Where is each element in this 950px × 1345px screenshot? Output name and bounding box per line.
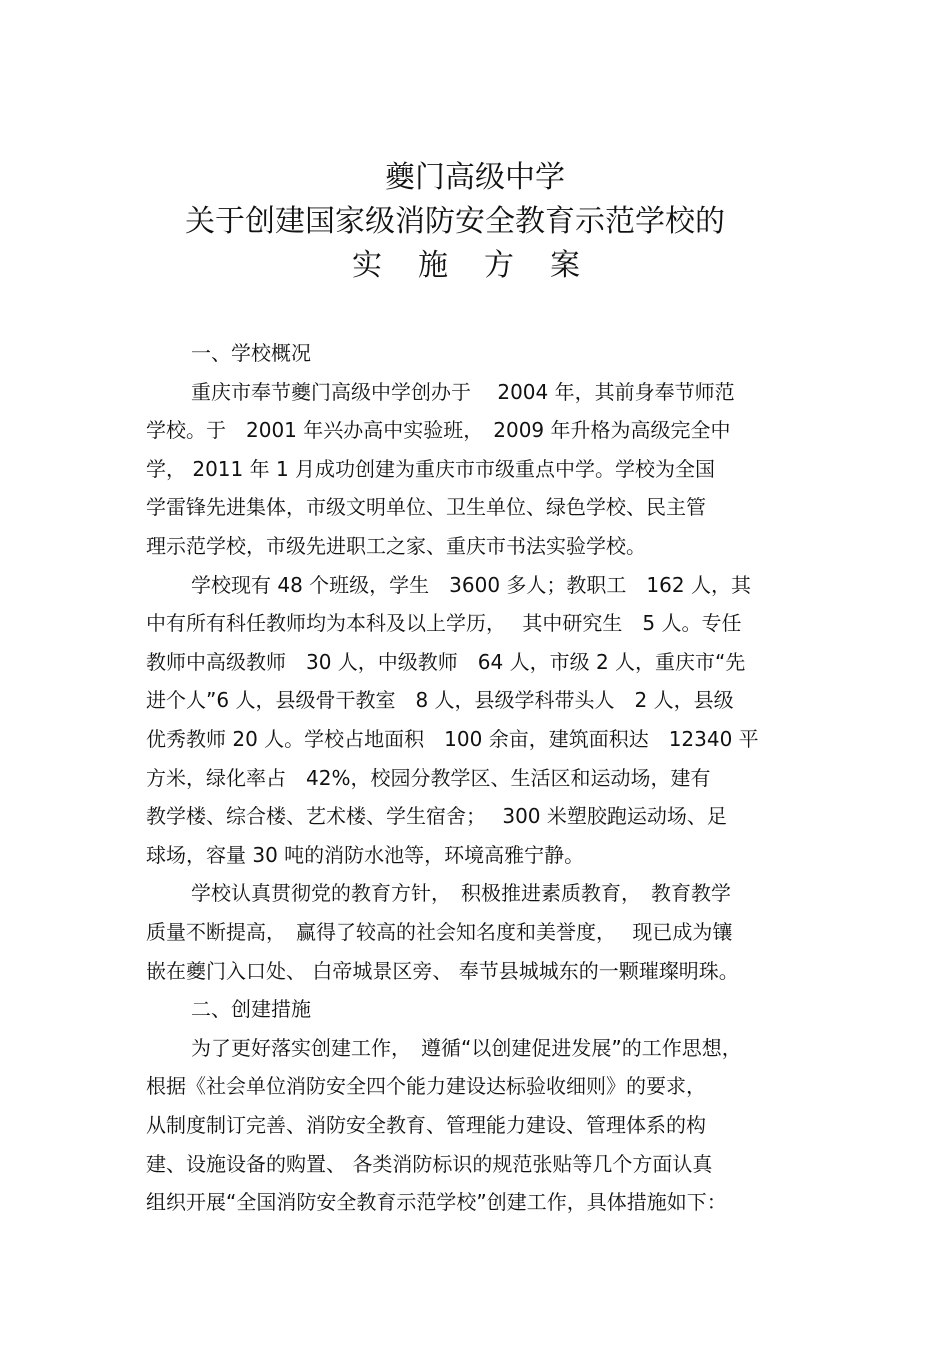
text-line: 学， 2011 年 1 月成功创建为重庆市市级重点中学。学校为全国 [146, 457, 716, 481]
text-line: 教师中高级教师 30 人，中级教师 64 人，市级 2 人，重庆市“先 [146, 650, 746, 674]
text-line: 为了更好落实创建工作， 遵循“以创建促进发展”的工作思想， [191, 1036, 742, 1060]
text-line: 二、创建措施 [191, 997, 311, 1021]
text-line: 学校。于 2001 年兴办高中实验班， 2009 年升格为高级完全中 [146, 418, 731, 442]
text-line: 建、设施设备的购置、 各类消防标识的规范张贴等几个方面认真 [146, 1152, 713, 1176]
text-line: 理示范学校，市级先进职工之家、重庆市书法实验学校。 [146, 534, 646, 558]
text-line: 组织开展“全国消防安全教育示范学校”创建工作，具体措施如下： [146, 1190, 727, 1214]
text-line: 进个人”6 人，县级骨干教室 8 人，县级学科带头人 2 人，县级 [146, 688, 734, 712]
text-line: 方米，绿化率占 42%，校园分教学区、生活区和运动场，建有 [146, 766, 711, 790]
text-line: 一、学校概况 [191, 341, 311, 365]
text-line: 球场，容量 30 吨的消防水池等，环境高雅宁静。 [146, 843, 585, 867]
text-line: 中有所有科任教师均为本科及以上学历， 其中研究生 5 人。专任 [146, 611, 742, 635]
text-line: 重庆市奉节夔门高级中学创办于 2004 年，其前身奉节师范 [191, 380, 735, 404]
title-plan: 实施方案 [352, 248, 616, 283]
text-line: 优秀教师 20 人。学校占地面积 100 余亩，建筑面积达 12340 平 [146, 727, 759, 751]
text-line: 学校认真贯彻党的教育方针， 积极推进素质教育， 教育教学 [191, 881, 731, 905]
text-line: 教学楼、综合楼、艺术楼、学生宿舍； 300 米塑胶跑运动场、足 [146, 804, 727, 828]
text-line: 质量不断提高， 赢得了较高的社会知名度和美誉度， 现已成为镶 [146, 920, 733, 944]
text-line: 学雷锋先进集体，市级文明单位、卫生单位、绿色学校、民主管 [146, 495, 706, 519]
text-line: 从制度制订完善、消防安全教育、管理能力建设、管理体系的构 [146, 1113, 706, 1137]
title-school-name: 夔门高级中学 [385, 160, 565, 195]
text-line: 嵌在夔门入口处、 白帝城景区旁、 奉节县城城东的一颗璀璨明珠。 [146, 959, 739, 983]
text-line: 学校现有 48 个班级，学生 3600 多人；教职工 162 人，其 [191, 573, 751, 597]
title-subject: 关于创建国家级消防安全教育示范学校的 [185, 204, 725, 239]
text-line: 根据《社会单位消防安全四个能力建设达标验收细则》的要求， [146, 1074, 706, 1098]
